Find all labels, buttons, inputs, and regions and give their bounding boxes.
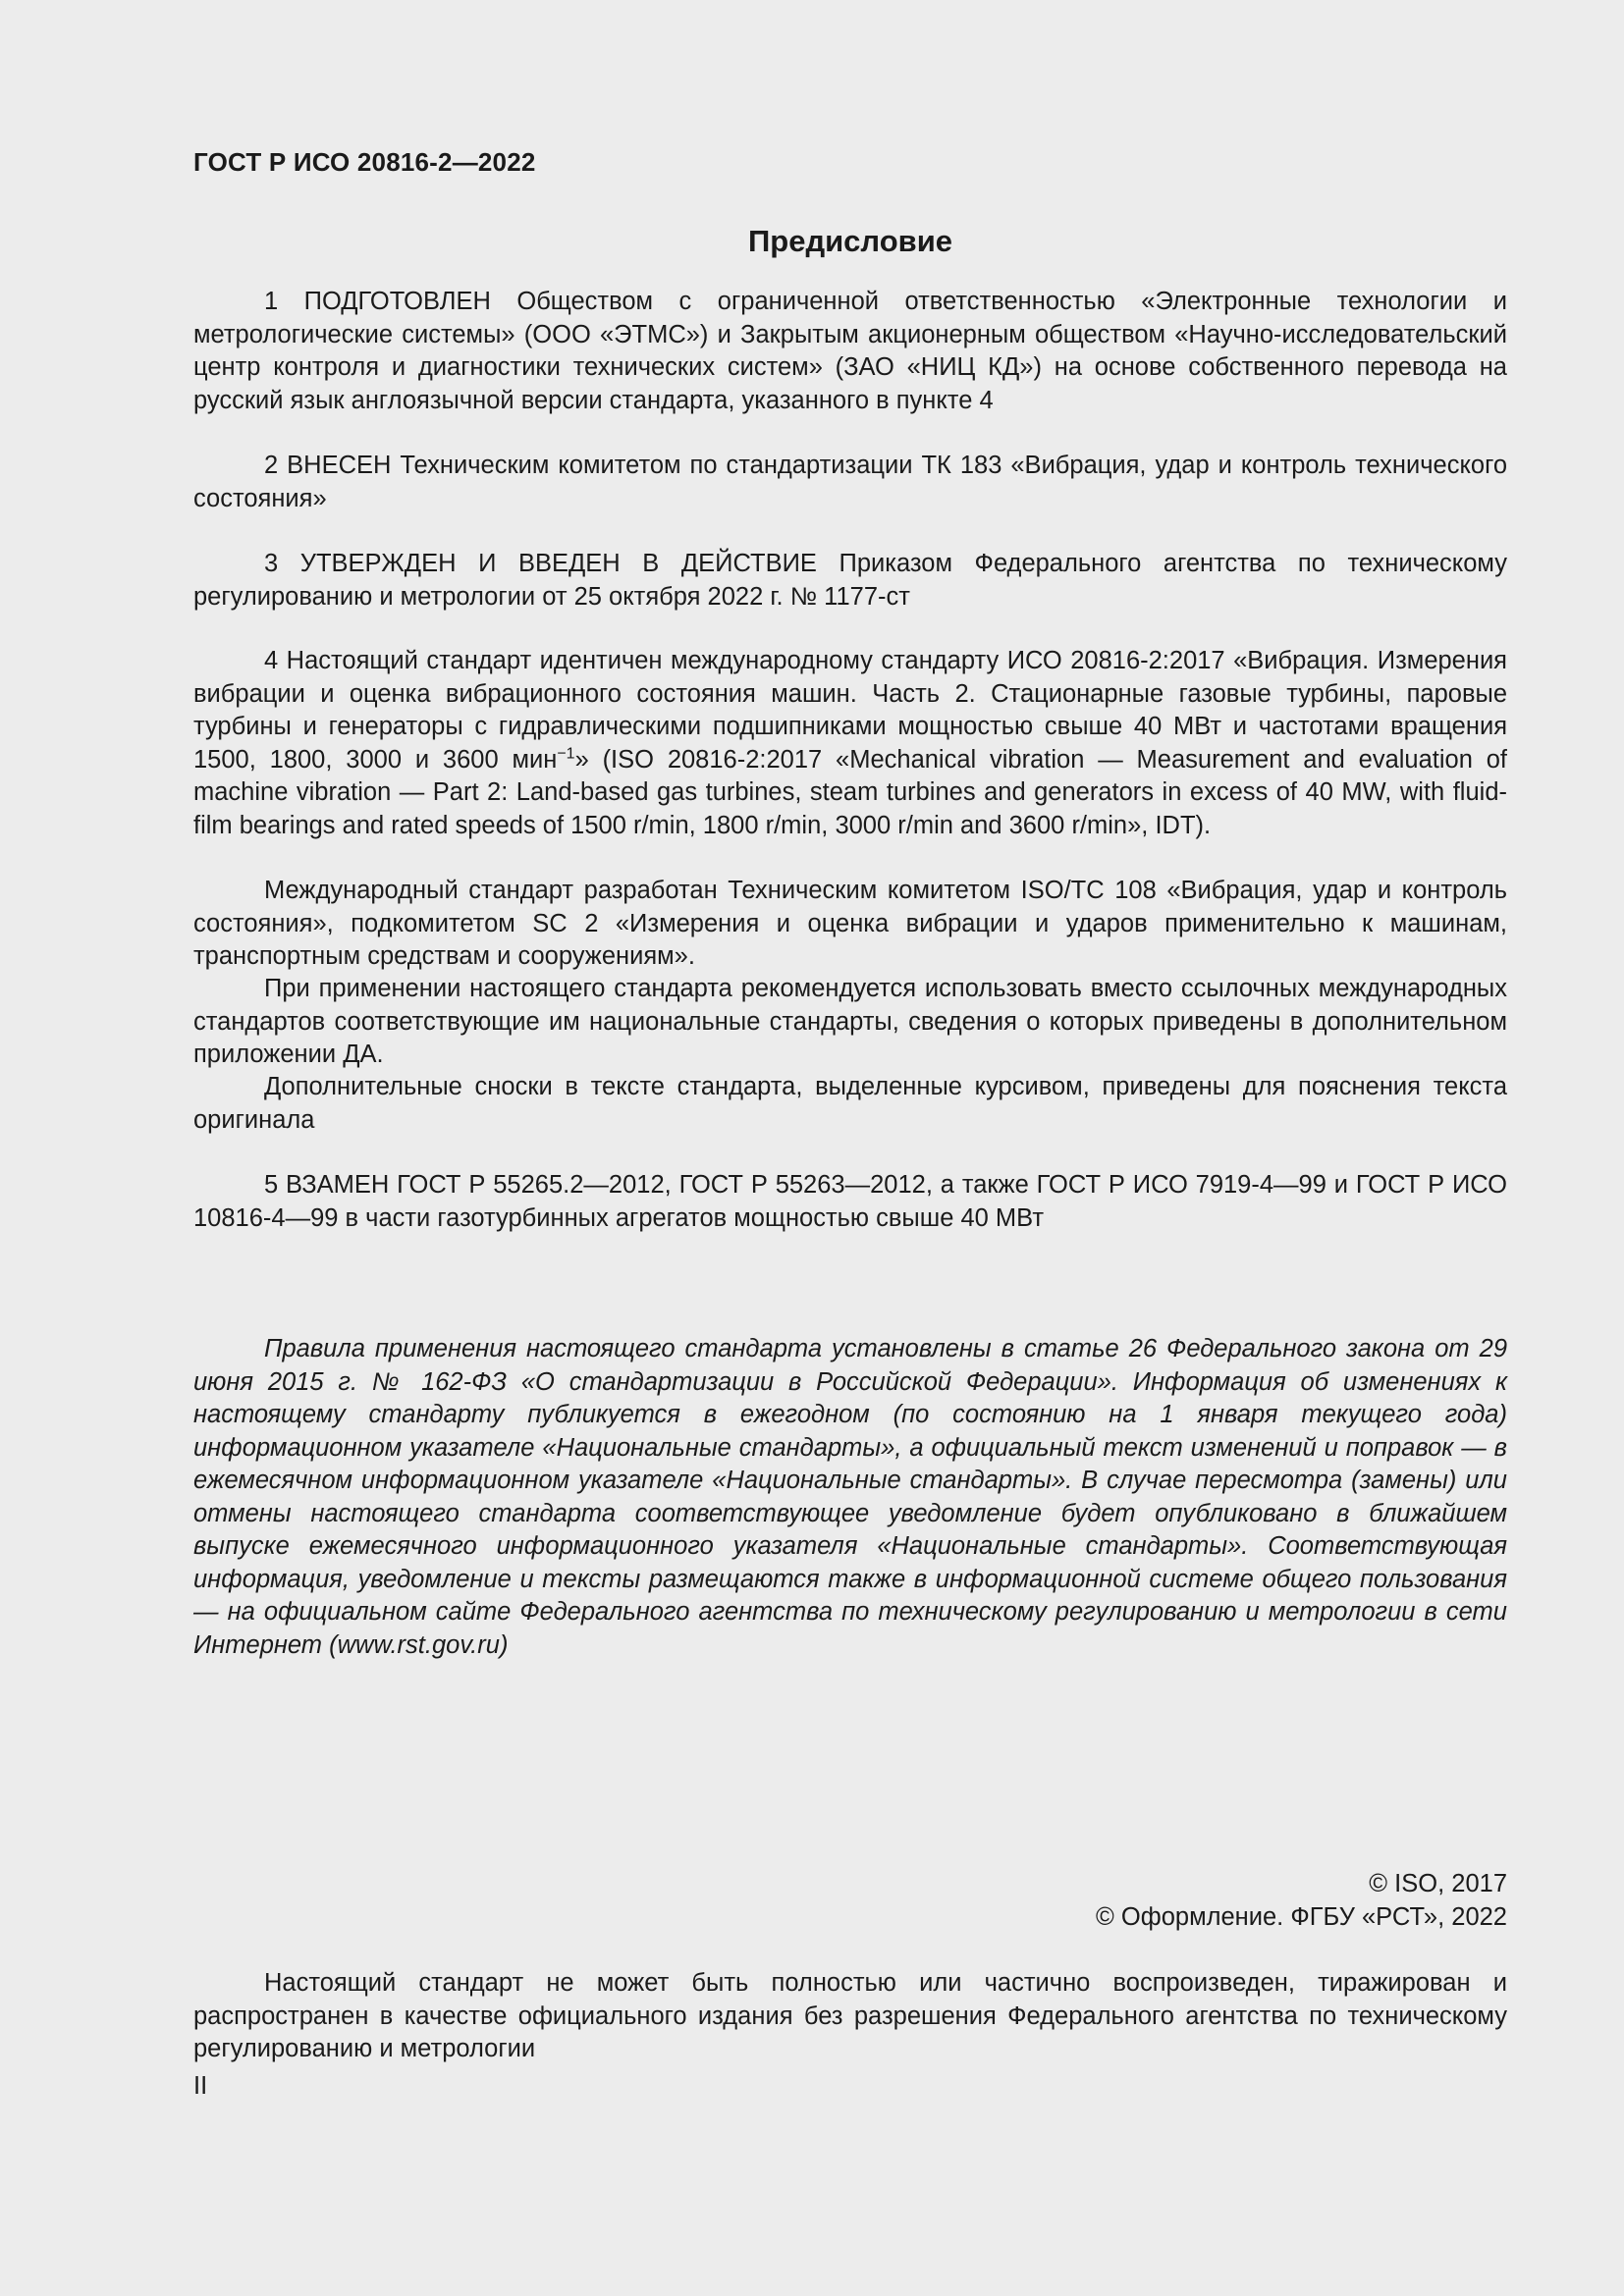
document-code: ГОСТ Р ИСО 20816-2—2022 bbox=[193, 147, 536, 177]
section-3-approved: 3 УТВЕРЖДЕН И ВВЕДЕН В ДЕЙСТВИЕ Приказом Федерального агентства по техническому регулированию и метрологии от 25 октября 2022 г. № 1177-ст bbox=[193, 550, 1507, 611]
copyright-iso: © ISO, 2017 bbox=[1369, 1870, 1507, 1897]
section-4-superscript: −1 bbox=[557, 745, 575, 762]
section-4-footnotes-paragraph: Дополнительные сноски в тексте стандарта, выделенные курсивом, приведены для пояснения текста оригинала bbox=[193, 1073, 1507, 1134]
copyright-rst: © Оформление. ФГБУ «РСТ», 2022 bbox=[1096, 1903, 1507, 1931]
section-4-national-standards-paragraph: При применении настоящего стандарта рекомендуется использовать вместо ссылочных международных стандартов соответствующие им национальные стандарты, сведения о которых приведены в дополнительном приложении ДА. bbox=[193, 975, 1507, 1068]
section-4-text-part-b: » (ISO 20816-2:2017 «Mechanical vibration — Measurement and evaluation of machine vibration — Part 2: Land-based gas turbines, steam turbines and generators in excess of 40 MW, with fluid-film bearings and rated speeds of 1500 r/min, 1800 r/min, 3000 r/min and 3600 r/min», IDT). bbox=[193, 745, 1507, 839]
section-4-text-part-a: 4 Настоящий стандарт идентичен международному стандарту ИСО 20816-2:2017 «Вибрация. Измерения вибрации и оценка вибрационного состояния машин. Часть 2. Стационарные газовые турбины, паровые турбины и генераторы с гидравлическими подшипниками мощностью свыше 40 МВт и частотами вращения 1500, 1800, 3000 и 3600 мин bbox=[193, 647, 1507, 774]
section-4-identity bbox=[193, 645, 1507, 842]
section-5-replaces: 5 ВЗАМЕН ГОСТ Р 55265.2—2012, ГОСТ Р 55263—2012, а также ГОСТ Р ИСО 7919-4—99 и ГОСТ Р ИСО 10816-4—99 в части газотурбинных агрегатов мощностью свыше 40 МВт bbox=[193, 1171, 1507, 1232]
page-number: II bbox=[193, 2072, 208, 2100]
page-title: Предисловие bbox=[747, 224, 952, 258]
section-4-developer-paragraph: Международный стандарт разработан Техническим комитетом ISO/TC 108 «Вибрация, удар и контроль состояния», подкомитетом SC 2 «Измерения и оценка вибрации и ударов применительно к машинам, транспортным средствам и сооружениям». bbox=[193, 877, 1507, 970]
section-1-prepared: 1 ПОДГОТОВЛЕН Обществом с ограниченной ответственностью «Электронные технологии и метрологические системы» (ООО «ЭТМС») и Закрытым акционерным обществом «Научно-исследовательский центр контроля и диагностики технических систем» (ЗАО «НИЦ КД») на основе собственного перевода на русский язык англоязычной версии стандарта, указанного в пункте 4 bbox=[193, 288, 1507, 414]
section-2-submitted: 2 ВНЕСЕН Техническим комитетом по стандартизации ТК 183 «Вибрация, удар и контроль технического состояния» bbox=[193, 452, 1507, 512]
reproduction-notice: Настоящий стандарт не может быть полностью или частично воспроизведен, тиражирован и распространен в качестве официального издания без разрешения Федерального агентства по техническому регулированию и метрологии bbox=[193, 1969, 1507, 2062]
rules-of-application-note: Правила применения настоящего стандарта установлены в статье 26 Федерального закона от 29 июня 2015 г. № 162-ФЗ «О стандартизации в Российской Федерации». Информация об изменениях к настоящему стандарту публикуется в ежегодном (по состоянию на 1 января текущего года) информационном указателе «Национальные стандарты», а официальный текст изменений и поправок — в ежемесячном информационном указателе «Национальные стандарты». В случае пересмотра (замены) или отмены настоящего стандарта соответствующее уведомление будет опубликовано в ближайшем выпуске ежемесячного информационного указателя «Национальные стандарты». Соответствующая информация, уведомление и тексты размещаются также в информационной системе общего пользования — на официальном сайте Федерального агентства по техническому регулированию и метрологии в сети Интернет (www.rst.gov.ru) bbox=[193, 1335, 1507, 1659]
